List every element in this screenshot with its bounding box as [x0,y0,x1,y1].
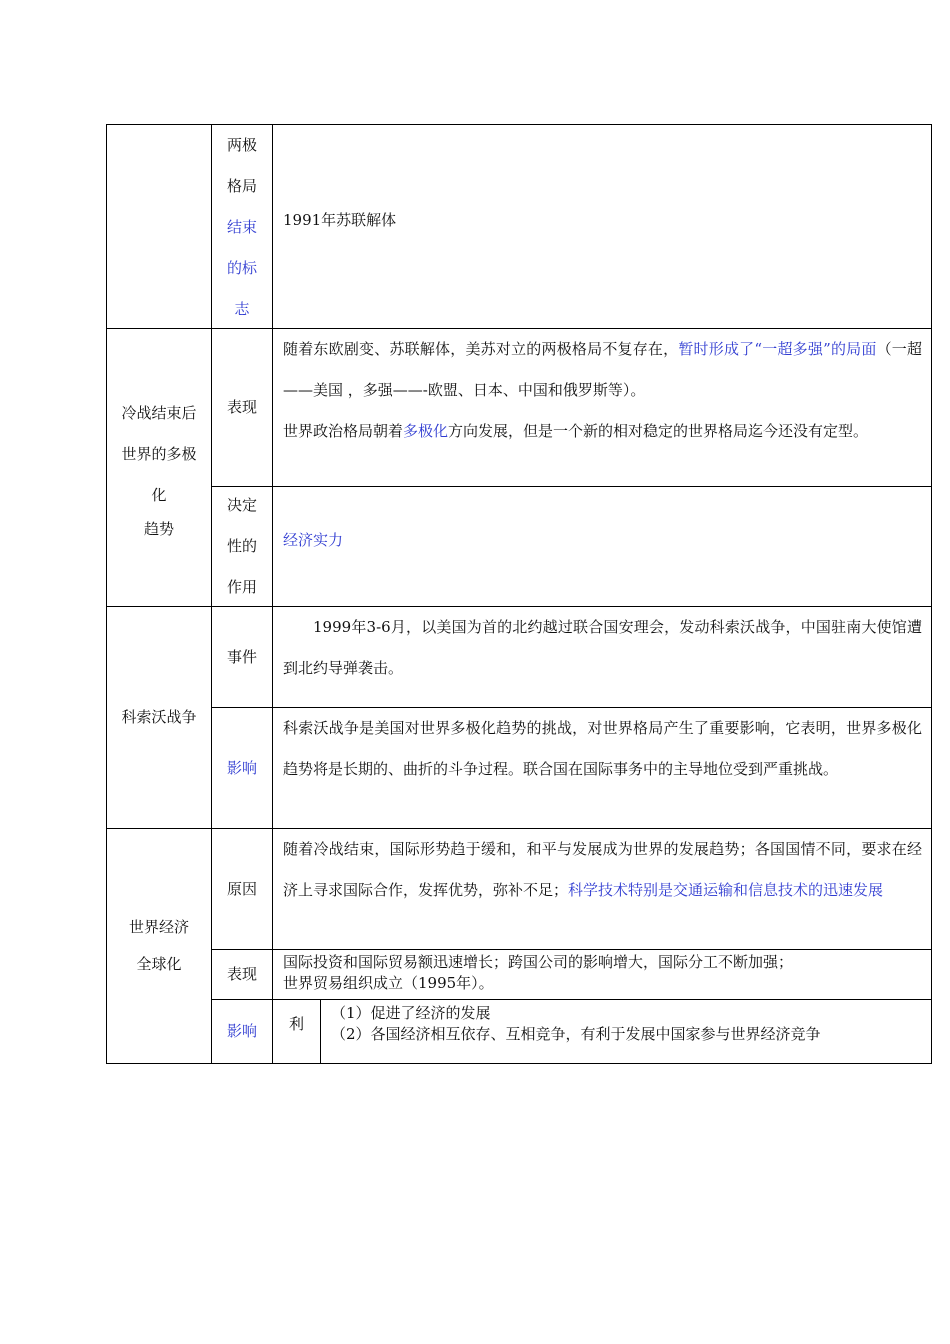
label-line: 两极 [226,136,257,154]
category-line: 冷战结束后 [121,404,197,422]
label-cell-globalization-impact [211,999,272,1064]
category-text: 科索沃战争 [121,708,197,726]
text: 方向发展，但是一个新的相对稳定的世界格局迄今还没有定型。 [448,422,869,440]
content-cell-kosovo-impact [272,707,932,828]
label-text: 事件 [226,647,257,666]
label-text: 影响 [226,1022,257,1040]
label-line: 决定 [226,496,257,514]
text: 随着东欧剧变、苏联解体，美苏对立的两极格局不复存在， [283,340,679,358]
label-cell-kosovo-event [211,606,272,707]
label-line: 格局 [226,177,257,195]
text-highlight: 多极化 [403,422,449,440]
label-line: 作用 [226,578,257,596]
category-cell-empty [106,124,211,328]
label-line: 结束 [226,218,257,236]
text: 世界政治格局朝着 [283,422,404,440]
category-line: 世界经济 [128,918,189,936]
label-cell-benefit [272,999,320,1064]
label-cell-globalization-cause [211,828,272,949]
content-text: 随着冷战结束，国际形势趋于缓和，和平与发展成为世界的发展趋势；各国国情不同，要求在经济上寻求国际合作，发挥优势，弥补不足； [283,840,922,899]
text: （一超——美国 ，多强——-欧盟、日本、中国和俄罗斯等）。 [283,340,922,399]
paragraph [283,329,922,411]
label-cell-bipolar-end [211,124,272,328]
label-line: 的标 [226,259,257,277]
content-line: 国际投资和国际贸易额迅速增长；跨国公司的影响增大，国际分工不断加强； [283,953,794,971]
content-text: 经济实力 [283,531,344,549]
category-cell-multipolar [106,328,211,606]
category-cell-globalization [106,828,211,1064]
label-text: 利 [288,1015,304,1033]
content-line: 世界贸易组织成立（1995年）。 [283,974,494,992]
label-text: 原因 [226,879,257,898]
label-line: 性的 [226,537,257,555]
category-line: 全球化 [136,955,182,973]
text-highlight: 暂时形成了“一超多强”的局面 [678,340,877,358]
paragraph [283,411,922,452]
content-cell-globalization-manifest [272,949,932,999]
category-line: 化 [151,486,167,504]
label-cell-multipolar-decisive [211,486,272,606]
category-line: 趋势 [143,520,174,538]
content-text-highlight: 科学技术特别是交通运输和信息技术的迅速发展 [568,881,884,899]
content-text: 1999年3-6月，以美国为首的北约越过联合国安理会，发动科索沃战争，中国驻南大使馆遭到北约导弹袭击。 [283,618,922,677]
label-text: 表现 [226,965,257,983]
label-cell-multipolar-manifest [211,328,272,486]
category-cell-kosovo [106,606,211,828]
content-cell-multipolar-manifest [272,328,932,486]
label-line: 志 [234,300,250,318]
label-cell-kosovo-impact [211,707,272,828]
category-line: 世界的多极 [121,445,197,463]
content-cell-bipolar-end [272,124,932,328]
content-text: 1991年苏联解体 [283,211,397,229]
content-cell-benefit [320,999,932,1064]
content-line: （1）促进了经济的发展 [331,1004,491,1022]
label-cell-globalization-manifest [211,949,272,999]
content-cell-globalization-cause [272,828,932,949]
content-text: 科索沃战争是美国对世界多极化趋势的挑战，对世界格局产生了重要影响，它表明，世界多极化趋势将是长期的、曲折的斗争过程。联合国在国际事务中的主导地位受到严重挑战。 [283,719,922,778]
content-line: （2）各国经济相互依存、互相竞争，有利于发展中国家参与世界经济竞争 [331,1025,821,1043]
label-text: 表现 [226,398,257,416]
content-cell-kosovo-event [272,606,932,707]
content-cell-multipolar-decisive [272,486,932,606]
label-text: 影响 [226,758,257,777]
